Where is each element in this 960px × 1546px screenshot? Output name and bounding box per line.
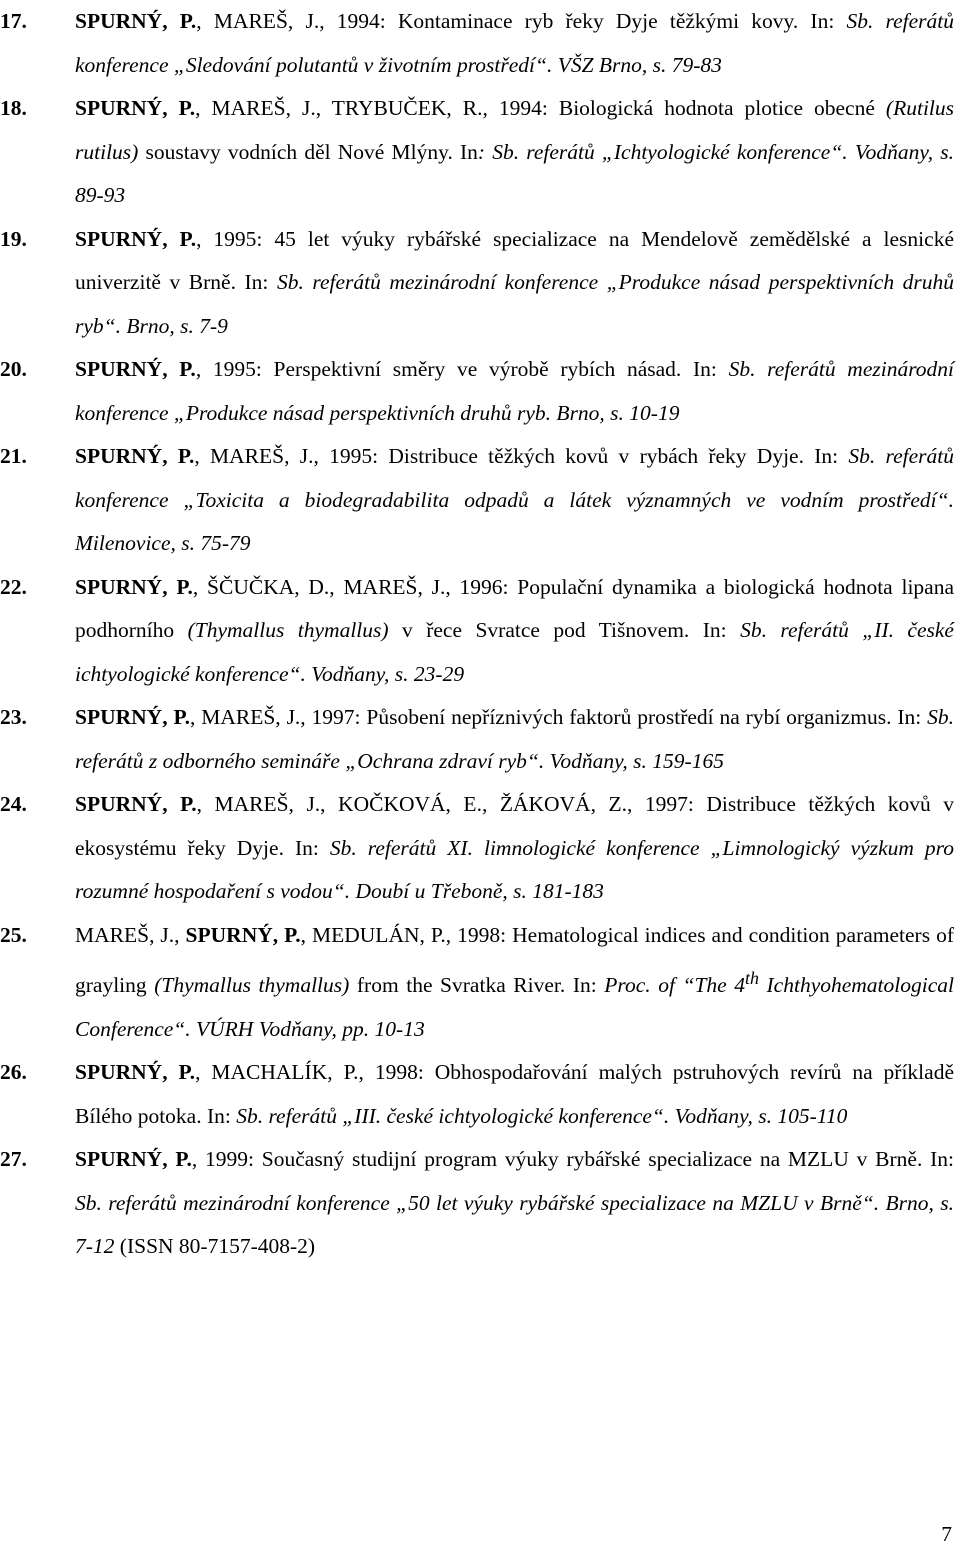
author-highlight: SPURNÝ, P. xyxy=(75,705,190,729)
reference-number: 26. xyxy=(0,1060,27,1085)
citation-italic: Sb. referátů konference „Toxicita a biodegradabilita odpadů a látek významných ve vodním prostředí“. Milenovice, s. 75-79 xyxy=(75,444,954,555)
citation-text: , 1995: Perspektivní směry ve výrobě rybích násad. In: xyxy=(195,357,729,381)
author-highlight: SPURNÝ, P. xyxy=(75,792,197,816)
citation-text: v řece Svratce pod Tišnovem. In: xyxy=(388,618,741,642)
citation-italic: Proc. of “The 4 xyxy=(604,973,746,998)
author-highlight: SPURNÝ, P. xyxy=(75,444,195,468)
citation-italic: Sb. referátů „II. české ichtyologické konference“. Vodňany, s. 23-29 xyxy=(75,618,954,686)
author-highlight: SPURNÝ, P. xyxy=(75,574,193,599)
author-highlight: SPURNÝ, P. xyxy=(75,226,197,251)
citation-text: , MACHALÍK, P., 1998: Obhospodařování malých pstruhových revírů na příkladě Bílého potoka. In: xyxy=(75,1060,954,1128)
reference-number: 25. xyxy=(0,922,27,947)
reference-number: 24. xyxy=(0,792,27,816)
reference-item xyxy=(0,914,960,1052)
citation-italic: Sb. referátů XI. limnologické konference „Limnologický výzkum pro rozumné hospodaření s vodou“. Doubí u Třeboně, s. 181-183 xyxy=(75,835,954,903)
reference-item xyxy=(0,218,960,349)
reference-item xyxy=(0,87,960,218)
reference-item xyxy=(0,348,960,435)
page-number: 7 xyxy=(941,1522,952,1546)
citation-text: soustavy vodních děl Nové Mlýny. In xyxy=(138,139,478,164)
reference-number: 20. xyxy=(0,357,27,381)
citation-text: , MAREŠ, J., 1997: Působení nepříznivých faktorů prostředí na rybí organizmus. In: xyxy=(189,705,928,729)
citation-text: MAREŠ, J., xyxy=(75,922,186,947)
reference-item xyxy=(0,0,960,87)
citation-italic: (Thymallus thymallus) xyxy=(154,973,350,998)
citation-italic: Sb. referátů konference „Sledování polutantů v životním prostředí“. VŠZ Brno, s. 79-83 xyxy=(75,9,954,77)
citation-text: from the Svratka River. In: xyxy=(349,973,605,998)
reference-number: 23. xyxy=(0,705,27,729)
citation-text: , MAREŠ, J., KOČKOVÁ, E., ŽÁKOVÁ, Z., 1997: Distribuce těžkých kovů v ekosystému řeky Dyje. In: xyxy=(75,792,954,860)
citation-italic: : Sb. referátů „Ichtyologické konference“. Vodňany, s. 89-93 xyxy=(75,139,954,207)
citation-italic: (Rutilus rutilus) xyxy=(75,96,955,164)
author-highlight: SPURNÝ, P. xyxy=(75,1060,196,1085)
author-highlight: SPURNÝ, P. xyxy=(75,9,197,33)
citation-italic: Sb. referátů mezinárodní konference „50 let výuky rybářské specializace na MZLU v Brně“. Brno, s. 7-12 xyxy=(75,1190,954,1259)
citation-italic: Sb. referátů mezinárodní konference „Produkce násad perspektivních druhů ryb“. Brno, s. 7-9 xyxy=(75,270,954,338)
citation-italic: Sb. referátů z odborného semináře „Ochrana zdraví ryb“. Vodňany, s. 159-165 xyxy=(75,705,954,773)
reference-number: 21. xyxy=(0,444,27,468)
reference-item xyxy=(0,696,960,783)
reference-number: 17. xyxy=(0,9,27,33)
reference-number: 18. xyxy=(0,96,27,120)
citation-italic: Sb. referátů „III. české ichtyologické konference“. Vodňany, s. 105-110 xyxy=(236,1103,848,1128)
reference-item xyxy=(0,1051,960,1138)
reference-number: 22. xyxy=(0,574,27,599)
citation-text: , MEDULÁN, P., 1998: Hematological indices and condition parameters of grayling xyxy=(75,922,954,998)
reference-number: 27. xyxy=(0,1147,27,1172)
citation-text: , MAREŠ, J., 1994: Kontaminace ryb řeky Dyje těžkými kovy. In: xyxy=(196,9,847,33)
reference-number: 19. xyxy=(0,226,27,251)
citation-text: , MAREŠ, J., TRYBUČEK, R., 1994: Biologická hodnota plotice obecné xyxy=(195,96,886,120)
citation-italic: th xyxy=(745,968,759,988)
author-highlight: SPURNÝ, P. xyxy=(75,357,196,381)
citation-text: , MAREŠ, J., 1995: Distribuce těžkých kovů v rybách řeky Dyje. In: xyxy=(194,444,849,468)
reference-item xyxy=(0,783,960,914)
author-highlight: SPURNÝ, P. xyxy=(75,1147,192,1172)
reference-item xyxy=(0,435,960,566)
citation-text: , ŠČUČKA, D., MAREŠ, J., 1996: Populační dynamika a biologická hodnota lipana podhorního xyxy=(75,574,955,642)
citation-text: , 1999: Současný studijní program výuky rybářské specializace na MZLU v Brně. In: xyxy=(191,1147,954,1172)
reference-item xyxy=(0,566,960,697)
author-highlight: SPURNÝ, P. xyxy=(185,922,301,947)
citation-text: (ISSN 80-7157-408-2) xyxy=(114,1234,316,1259)
citation-italic: Sb. referátů mezinárodní konference „Produkce násad perspektivních druhů ryb. Brno, s. 10-19 xyxy=(75,357,955,425)
citation-italic: Ichthyohematological Conference“. VÚRH Vodňany, pp. 10-13 xyxy=(75,973,954,1041)
author-highlight: SPURNÝ, P. xyxy=(75,96,196,120)
citation-text: , 1995: 45 let výuky rybářské specializace na Mendelově zemědělské a lesnické univerzitě v Brně. In: xyxy=(75,226,954,294)
citation-italic: (Thymallus thymallus) xyxy=(187,618,389,642)
reference-item xyxy=(0,1138,960,1269)
